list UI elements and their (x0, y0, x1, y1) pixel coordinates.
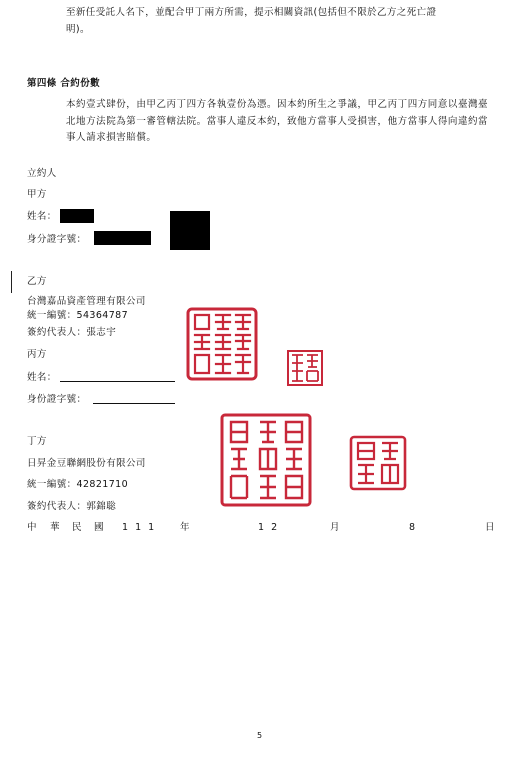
party-d-company-seal (220, 413, 312, 507)
article-title: 第四條 合約份數 (27, 78, 101, 89)
party-a-heading: 甲方 (27, 189, 47, 200)
party-b-representative-seal (286, 349, 324, 387)
party-c-id-line (93, 403, 175, 404)
party-c-heading: 丙方 (27, 349, 47, 360)
party-b-tax-id: 統一編號：54364787 (27, 310, 129, 321)
date-day-unit: 日 (485, 522, 495, 533)
party-b-company-seal (186, 307, 258, 381)
party-c-id-label: 身份證字號： (27, 394, 87, 405)
date-char-4: 國 (94, 522, 104, 533)
party-b-heading: 乙方 (27, 276, 47, 287)
party-d-representative-seal (349, 435, 407, 491)
redacted-id-box (94, 231, 151, 245)
party-a-name-label: 姓名： (27, 211, 57, 222)
date-month: 1 2 (258, 522, 280, 533)
date-day: 8 (409, 522, 416, 533)
party-a-id-label: 身分證字號： (27, 234, 87, 245)
article-body (66, 97, 496, 147)
page-number: 5 (257, 731, 263, 740)
party-b-representative: 簽約代表人：張志宇 (27, 327, 117, 338)
date-char-3: 民 (72, 522, 82, 533)
party-c-name-label: 姓名： (27, 372, 57, 383)
party-d-heading: 丁方 (27, 436, 47, 447)
party-d-representative: 簽約代表人：郭錦聡 (27, 501, 117, 512)
date-year-unit: 年 (180, 522, 190, 533)
redacted-seal-box (170, 211, 210, 250)
date-char-1: 中 (27, 522, 37, 533)
party-d-tax-id: 統一編號：42821710 (27, 479, 129, 490)
text-cursor (11, 271, 12, 293)
party-b-company: 台灣嘉品資產管理有限公司 (27, 296, 146, 307)
article-body-text: 本約壹式肆份，由甲乙丙丁四方各執壹份為憑。因本約所生之爭議，甲乙丙丁四方同意以臺灣臺北地方法院為第一審管轄法院。當事人違反本約，致他方當事人受損害，他方當事人得向違約當事人請求損害賠償。 (66, 99, 489, 143)
redacted-name-box (60, 209, 94, 223)
party-c-name-line (60, 381, 175, 382)
date-month-unit: 月 (330, 522, 340, 533)
date-char-2: 華 (50, 522, 60, 533)
date-year: 1 1 1 (122, 522, 157, 533)
party-d-company: 日昇金豆聯網股份有限公司 (27, 458, 146, 469)
continued-text-line-1: 至新任受託人名下，並配合甲丁兩方所需，提示相關資訊(包括但不限於乙方之死亡證 (66, 7, 437, 18)
continued-text-line-2: 明)。 (66, 24, 90, 35)
signatories-label: 立約人 (27, 168, 57, 179)
